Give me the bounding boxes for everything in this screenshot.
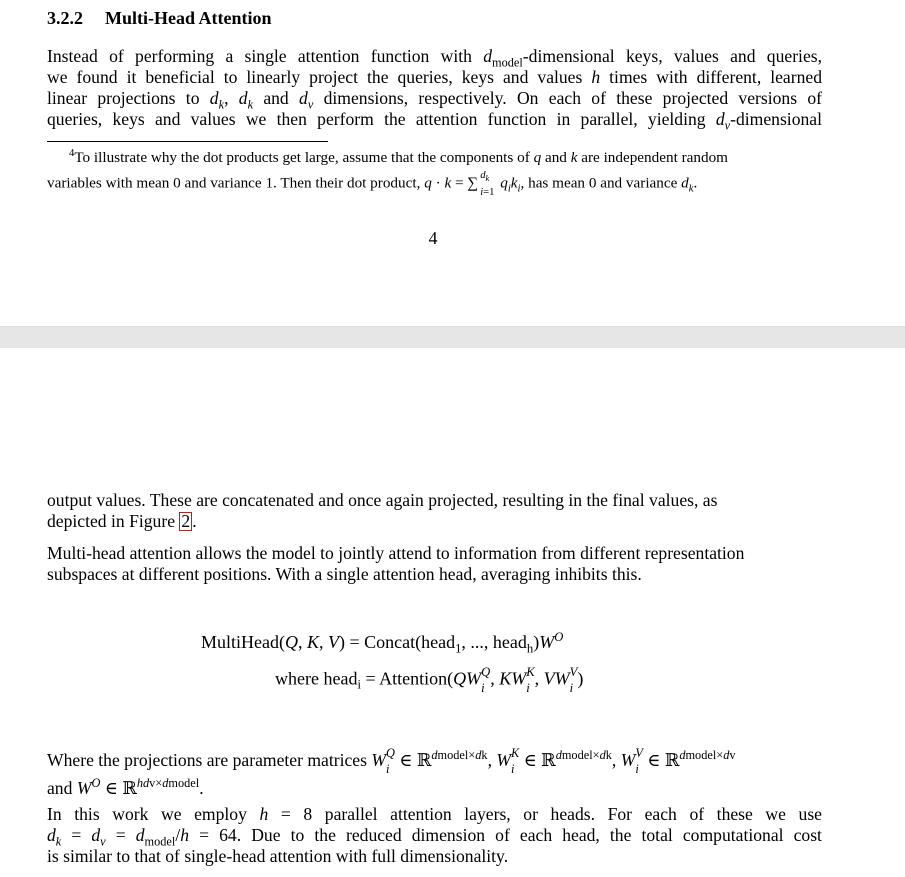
paragraph-line: In this work we employ h = 8 parallel attention layers, or heads. For each of these we use [47,804,822,824]
footnote-line: $^4$To illustrate why the dot products get large, assume that the components of q and k are independent random [69,148,728,166]
paragraph-continued [47,490,822,532]
paragraph-line: we found it beneficial to linearly project the queries, keys and values h times with different, learned [47,67,822,87]
page-top [0,0,905,326]
paragraph-projections [47,746,822,799]
page-separator [0,326,905,348]
paragraph-line: Instead of performing a single attention function with $d_{model}$-dimensional keys, values and queries, [47,46,823,70]
page-number: 4 [428,228,438,248]
footnote-mark: 4 [69,148,75,160]
paragraph-line: output values. These are concatenated and once again projected, resulting in the final values, as [47,490,718,510]
section-number: 3.2.2 [47,8,83,28]
footnote-line: variables with mean 0 and variance 1. Then their dot product, q · k = ∑ $d_k$ i=1 $q_ik_i$, has mean 0 and variance $d_k$. [47,170,698,198]
section-heading [47,8,272,29]
paragraph-multihead [47,543,822,585]
figure-2-link[interactable]: 2 [181,511,191,531]
paragraph-line: linear projections to $d_k$, $d_k$ and $d_v$ dimensions, respectively. On each of these projected versions of [47,88,823,112]
paragraph-line: and $W^O$ ∈ ℝ$^{hdv\times dmodel}$. [47,775,204,798]
section-title: Multi-Head Attention [105,8,272,28]
paragraph-line: Multi-head attention allows the model to jointly attend to information from different representation [47,543,745,563]
paragraph-heads [47,804,822,867]
paragraph-line: $d_k = d_v = d_{model}/h = 64$. Due to the reduced dimension of each head, the total computational cost [47,825,822,849]
paragraph-line: subspaces at different positions. With a single attention head, averaging inhibits this. [47,564,642,584]
equation-multihead: MultiHead(Q, K, V) = Concat(head$_1$, ..., $head_h)W^O$ [201,630,564,656]
paragraph-line: depicted in Figure 2 . [47,511,197,531]
paragraph-line: queries, keys and values we then perform the attention function in parallel, yielding $d_v$-dimensional [47,109,822,133]
footnote-rule [47,141,328,142]
paragraph-line: Where the projections are parameter matrices W Q i ∈ ℝ$^{dmodel\times dk}$, W K i ∈ ℝ$^{dmodel\times dk}$, W V i ∈ ℝ$^{dmodel\times dv}$ [47,746,736,776]
equation-head-definition: where head$_i$ = Attention(QW Q i , KW K i , VW V i ) [275,665,584,696]
footnote [47,147,822,200]
paragraph-intro [47,46,823,133]
paragraph-line: is similar to that of single-head attention with full dimensionality. [47,846,509,866]
page-bottom [0,348,905,877]
